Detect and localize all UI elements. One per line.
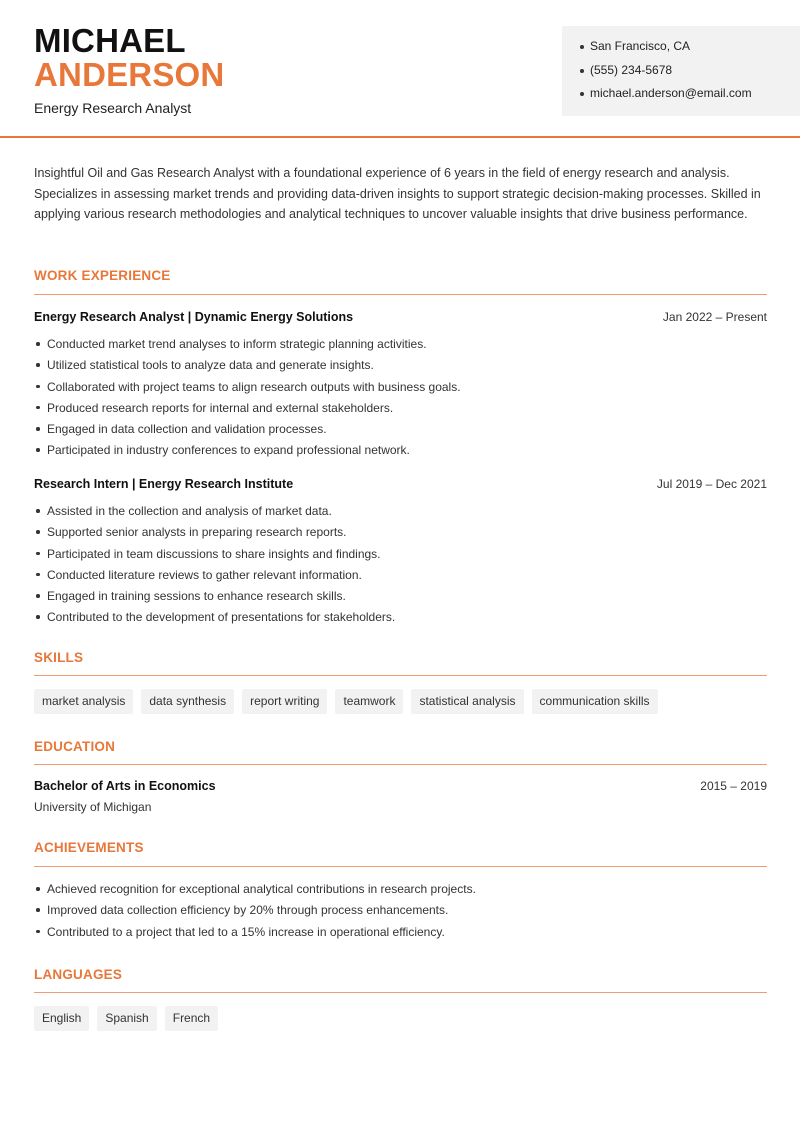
contact-email: michael.anderson@email.com <box>580 85 800 109</box>
contact-location: San Francisco, CA <box>580 38 800 62</box>
education-degree: Bachelor of Arts in Economics <box>34 779 216 793</box>
contact-phone: (555) 234-5678 <box>580 62 800 86</box>
contact-box <box>562 26 800 116</box>
languages-list <box>34 1006 218 1031</box>
list-item: Conducted literature reviews to gather relevant information. <box>34 567 767 588</box>
list-item: Utilized statistical tools to analyze data and generate insights. <box>34 357 767 378</box>
achievements-list <box>34 881 767 945</box>
section-divider <box>34 866 767 867</box>
language-tag: English <box>34 1006 89 1031</box>
list-item: Produced research reports for internal and external stakeholders. <box>34 400 767 421</box>
list-item: Engaged in data collection and validation processes. <box>34 421 767 442</box>
section-title-languages: LANGUAGES <box>34 967 123 982</box>
skill-tag: market analysis <box>34 689 133 714</box>
language-tag: French <box>165 1006 218 1031</box>
list-item: Improved data collection efficiency by 20% through process enhancements. <box>34 902 767 923</box>
skill-tag: statistical analysis <box>411 689 523 714</box>
job-dates: Jan 2022 – Present <box>662 310 767 324</box>
section-divider <box>34 992 767 993</box>
candidate-name <box>34 24 224 92</box>
job-title: Energy Research Analyst | Dynamic Energy Solutions <box>34 310 354 324</box>
list-item: Engaged in training sessions to enhance research skills. <box>34 588 767 609</box>
job-dates: Jul 2019 – Dec 2021 <box>656 477 767 491</box>
skill-tag: report writing <box>242 689 327 714</box>
section-divider <box>34 294 767 295</box>
skill-tag: communication skills <box>532 689 658 714</box>
list-item: Contributed to the development of presentations for stakeholders. <box>34 609 767 630</box>
list-item: Conducted market trend analyses to inform strategic planning activities. <box>34 336 767 357</box>
skill-tag: teamwork <box>335 689 403 714</box>
job-bullets <box>34 336 767 464</box>
job-bullets <box>34 503 767 631</box>
skills-list <box>34 689 658 714</box>
list-item: Participated in industry conferences to expand professional network. <box>34 442 767 463</box>
language-tag: Spanish <box>97 1006 156 1031</box>
section-title-achievements: ACHIEVEMENTS <box>34 840 144 855</box>
section-title-skills: SKILLS <box>34 650 84 665</box>
list-item: Supported senior analysts in preparing research reports. <box>34 524 767 545</box>
job-title: Research Intern | Energy Research Institute <box>34 477 294 491</box>
list-item: Contributed to a project that led to a 15% increase in operational efficiency. <box>34 924 767 945</box>
last-name: ANDERSON <box>34 56 225 93</box>
list-item: Participated in team discussions to share insights and findings. <box>34 546 767 567</box>
list-item: Collaborated with project teams to align research outputs with business goals. <box>34 379 767 400</box>
skill-tag: data synthesis <box>141 689 234 714</box>
section-divider <box>34 675 767 676</box>
section-title-education: EDUCATION <box>34 739 116 754</box>
resume-header <box>0 0 800 138</box>
profile-summary: Insightful Oil and Gas Research Analyst with a foundational experience of 6 years in the field of energy research and analysis. Specializes in assessing market trends and providing data-driven insights to support strategic decision-making processes. Skilled in applying various research methodologies and analytical techniques to uncover valuable insights that drive business performance. <box>34 166 761 222</box>
first-name: MICHAEL <box>34 22 186 59</box>
education-school: University of Michigan <box>34 800 152 814</box>
list-item: Assisted in the collection and analysis of market data. <box>34 503 767 524</box>
education-dates: 2015 – 2019 <box>700 779 767 793</box>
list-item: Achieved recognition for exceptional analytical contributions in research projects. <box>34 881 767 902</box>
section-divider <box>34 764 767 765</box>
section-title-work: WORK EXPERIENCE <box>34 268 171 283</box>
job-role: Energy Research Analyst <box>34 100 192 116</box>
